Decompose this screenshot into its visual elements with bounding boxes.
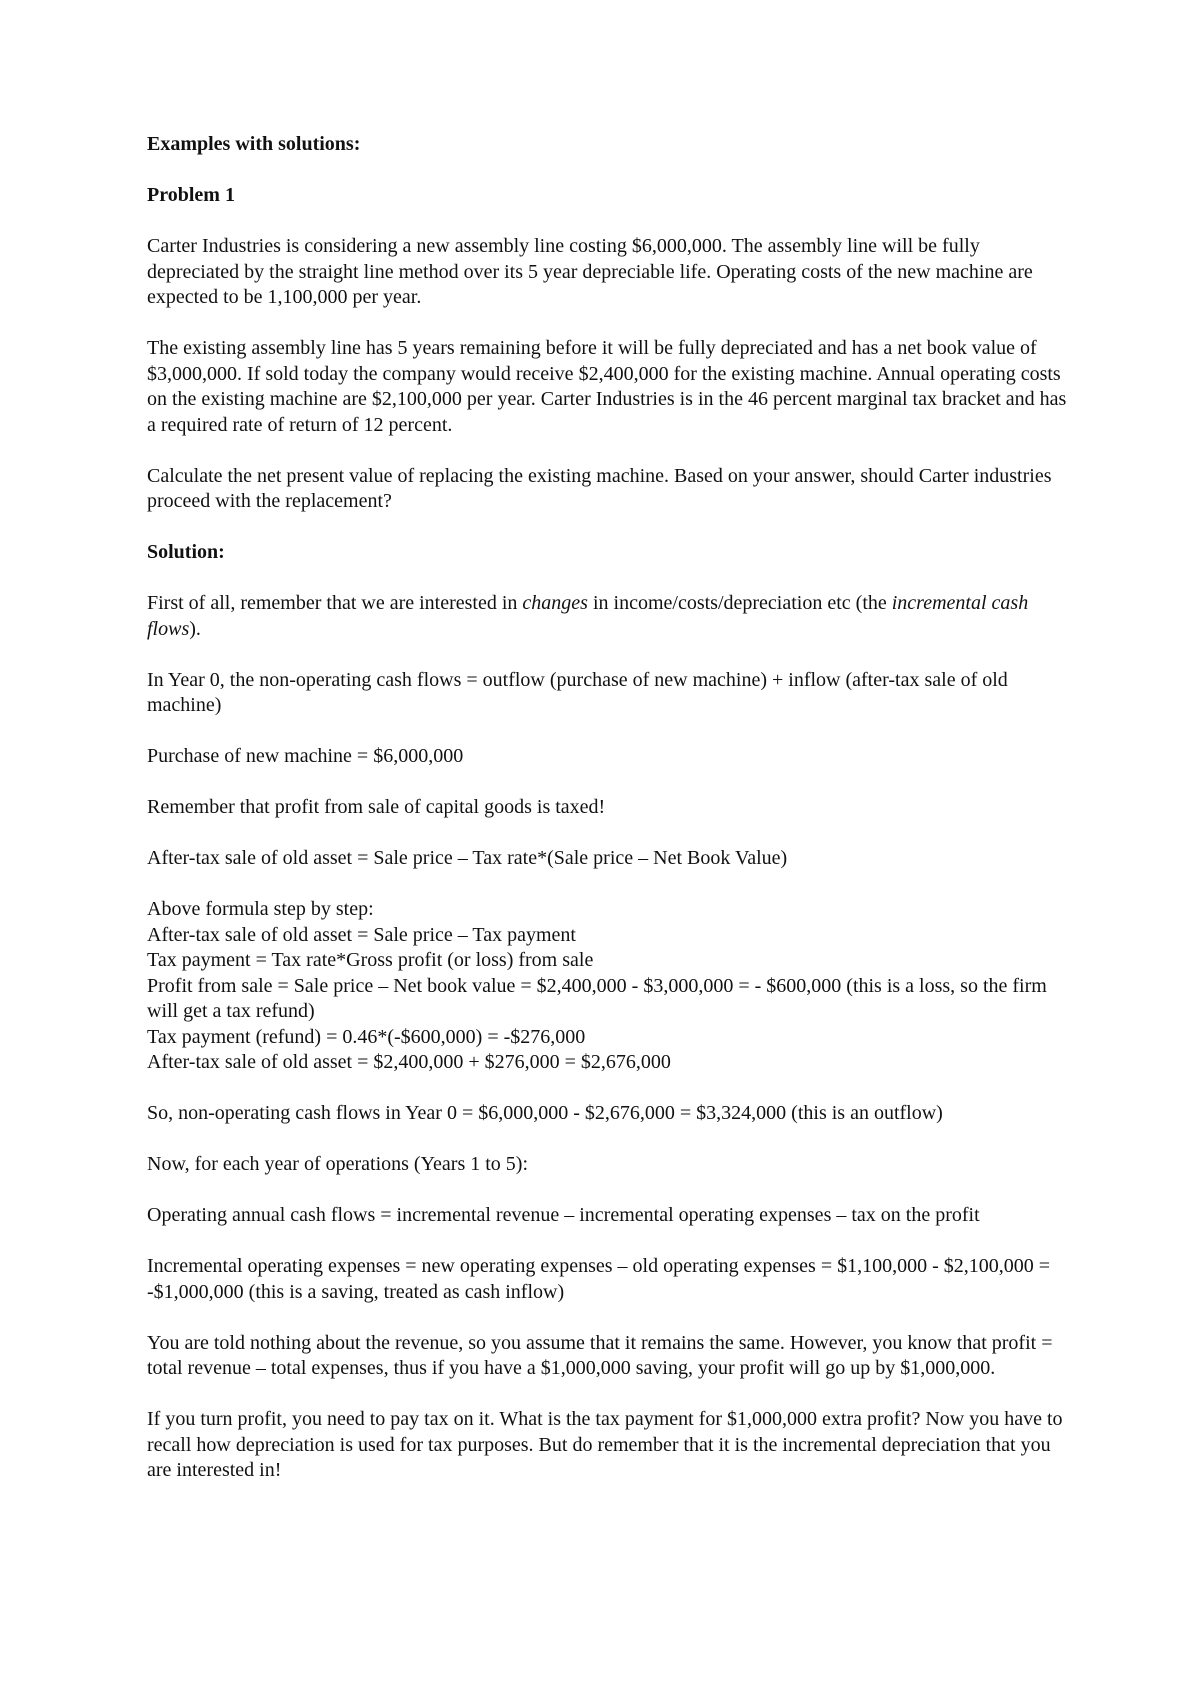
purchase-line: Purchase of new machine = $6,000,000 [147, 745, 464, 767]
problem-paragraph-2: The existing assembly line has 5 years remaining before it will be fully depreciated and has a net book value of $3,000,000. If sold today the company would receive $2,400,000 for the existing machine. Annual operating costs on the existing machine are $2,100,000 per year. Carter Industries is in the 46 percent marginal tax bracket and has a required rate of return of 12 percent. [147, 337, 1067, 436]
remember-line: Remember that profit from sale of capital goods is taxed! [147, 796, 606, 818]
intro-italic-changes: changes [522, 592, 588, 614]
year0-paragraph: In Year 0, the non-operating cash flows = outflow (purchase of new machine) + inflow (after-tax sale of old machine) [147, 668, 1008, 716]
step-line: Profit from sale = Sale price – Net book value = $2,400,000 - $3,000,000 = - $600,000 (this is a loss, so the firm will get a tax refund) [147, 974, 1047, 1022]
step-line: Tax payment (refund) = 0.46*(-$600,000) = -$276,000 [147, 1025, 586, 1048]
tax-paragraph: If you turn profit, you need to pay tax on it. What is the tax payment for $1,000,000 extra profit? Now you have to recall how depreciation is used for tax purposes. But do remember that it is the incremental depreciation that you are interested in! [147, 1408, 1063, 1481]
intro-italic-incremental: incremental cash flows [147, 592, 1029, 640]
year0-total-line: So, non-operating cash flows in Year 0 = $6,000,000 - $2,676,000 = $3,324,000 (this is an outflow) [147, 1102, 943, 1124]
problem-title: Problem 1 [147, 184, 235, 206]
operating-cf-paragraph: Operating annual cash flows = incremental revenue – incremental operating expenses – tax on the profit [147, 1204, 980, 1226]
document-heading: Examples with solutions: [147, 133, 361, 155]
intro-text-3: ). [189, 617, 201, 640]
step-line: After-tax sale of old asset = $2,400,000 + $276,000 = $2,676,000 [147, 1051, 671, 1073]
operations-intro-line: Now, for each year of operations (Years 1 to 5): [147, 1153, 528, 1175]
intro-text-1: First of all, remember that we are interested in [147, 592, 523, 614]
revenue-paragraph: You are told nothing about the revenue, so you assume that it remains the same. However, you know that profit = total revenue – total expenses, thus if you have a $1,000,000 saving, your profit will go up by $1,000,000. [147, 1331, 1053, 1379]
solution-title: Solution: [147, 541, 225, 563]
problem-paragraph-3: Calculate the net present value of replacing the existing machine. Based on your answer, should Carter industries proceed with the replacement? [147, 464, 1052, 512]
formula-line: After-tax sale of old asset = Sale price – Tax rate*(Sale price – Net Book Value) [147, 847, 788, 869]
document-page [147, 132, 1067, 1509]
intro-text-2: in income/costs/depreciation etc (the [587, 592, 892, 614]
solution-intro-paragraph [147, 591, 1067, 642]
incremental-expenses-paragraph: Incremental operating expenses = new operating expenses – old operating expenses = $1,100,000 - $2,100,000 = -$1,000,000 (this is a saving, treated as cash inflow) [147, 1255, 1051, 1303]
steps-block [147, 897, 1067, 1076]
problem-paragraph-1: Carter Industries is considering a new assembly line costing $6,000,000. The assembly line will be fully depreciated by the straight line method over its 5 year depreciable life. Operating costs of the new machine are expected to be 1,100,000 per year. [147, 235, 1033, 308]
step-line: Above formula step by step: [147, 898, 374, 920]
step-line: After-tax sale of old asset = Sale price – Tax payment [147, 923, 576, 946]
step-line: Tax payment = Tax rate*Gross profit (or loss) from sale [147, 949, 594, 971]
